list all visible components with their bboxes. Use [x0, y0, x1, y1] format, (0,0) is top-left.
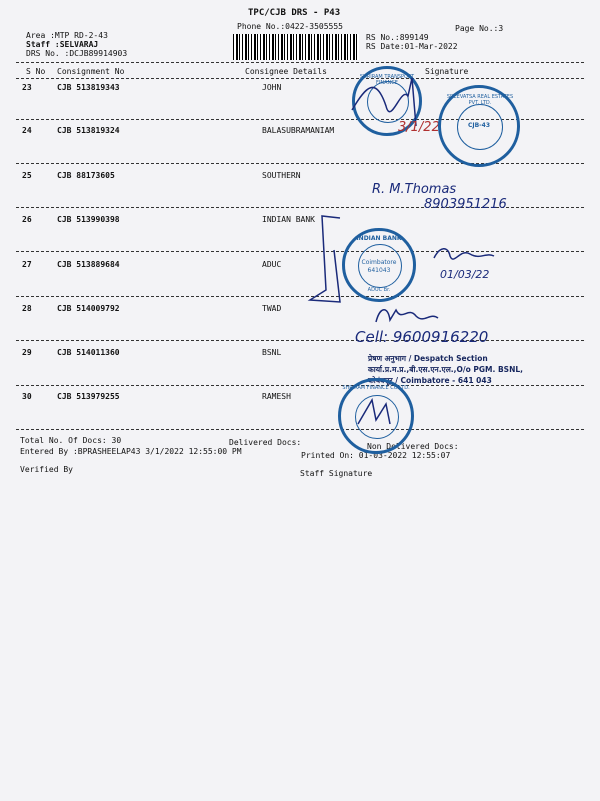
staff-field: Staff :SELVARAJ — [26, 40, 99, 49]
printed-on: Printed On: 01-03-2022 12:55:07 — [301, 451, 451, 460]
row-consignment: CJB 513979255 — [57, 392, 120, 401]
column-header-sno: S No — [26, 67, 46, 76]
page-number: Page No.:3 — [455, 24, 504, 33]
column-header-consignment: Consignment No — [57, 67, 125, 76]
row-consignee: SOUTHERN — [262, 171, 301, 180]
verified-by: Verified By — [20, 465, 73, 474]
row-sno: 27 — [22, 260, 32, 269]
row-consignee: RAMESH — [262, 392, 291, 401]
staff-signature-label: Staff Signature — [300, 469, 373, 478]
shriram-stamp: SHRIRAM TRANSPORT FINANCE — [352, 66, 422, 136]
row-consignment: CJB 514011360 — [57, 348, 120, 357]
row-consignment: CJB 513990398 — [57, 215, 120, 224]
divider — [16, 78, 584, 79]
row-consignee: BALASUBRAMANIAM — [262, 126, 335, 135]
row-sno: 25 — [22, 171, 32, 180]
row-consignment: CJB 513819324 — [57, 126, 120, 135]
row-consignee: BSNL — [262, 348, 282, 357]
row-sno: 24 — [22, 126, 32, 135]
divider — [16, 62, 584, 63]
entered-by: Entered By :BPRASHEELAP43 3/1/2022 12:55:00 PM — [20, 447, 242, 456]
rs-date: RS Date:01-Mar-2022 — [366, 42, 458, 51]
row-sno: 26 — [22, 215, 32, 224]
column-header-signature: Signature — [425, 67, 469, 76]
row-consignment: CJB 513819343 — [57, 83, 120, 92]
total-docs: Total No. Of Docs: 30 — [20, 436, 122, 445]
divider — [16, 340, 584, 341]
row-consignment: CJB 513889684 — [57, 260, 120, 269]
row-sno: 28 — [22, 304, 32, 313]
row-consignment: CJB 514009792 — [57, 304, 120, 313]
row-sno: 29 — [22, 348, 32, 357]
divider — [16, 429, 584, 430]
column-header-consignee: Consignee Details — [245, 67, 327, 76]
divider — [16, 163, 584, 164]
handwritten-date-23: 3/1/22 — [398, 120, 440, 135]
area-field: Area :MTP RD-2-43 — [26, 31, 108, 40]
report-title: TPC/CJB DRS - P43 — [248, 8, 341, 18]
row-sno: 23 — [22, 83, 32, 92]
handwritten-cell-28: Cell: 9600916220 — [355, 328, 489, 346]
row-consignee: JOHN — [262, 83, 282, 92]
row-consignment: CJB 88173605 — [57, 171, 115, 180]
non-delivered-docs: Non Delivered Docs: — [367, 442, 459, 451]
indian-bank-stamp: INDIAN BANK Coimbatore 641043 ADUC Br. — [342, 228, 416, 302]
row-sno: 30 — [22, 392, 32, 401]
bsnl-despatch-stamp: प्रेषण अनुभाग / Despatch Section कार्या.प्र.म.प्र.,बी.एस.एन.एल.,O/o PGM. BSNL, कोयंबत्तूर / Coimbatore - 641 043 — [368, 354, 523, 385]
row-consignee: INDIAN BANK — [262, 215, 315, 224]
delivered-docs: Delivered Docs: — [229, 438, 302, 447]
handwritten-phone-25: 8903951216 — [424, 197, 507, 212]
shriram-finance-stamp: SHRIRAM FINANCE CO.LTD. — [338, 378, 414, 454]
rs-number: RS No.:899149 — [366, 33, 429, 42]
phone-number: Phone No.:0422-3505555 — [237, 22, 343, 31]
signature-30 — [352, 394, 398, 434]
handwritten-name-25: R. M.Thomas — [372, 182, 457, 197]
row-consignee: TWAD — [262, 304, 282, 313]
handwritten-date-27: 01/03/22 — [440, 268, 490, 281]
sreevatsa-stamp: SREEVATSA REAL ESTATES PVT. LTD. CJB-43 — [438, 85, 520, 167]
row-consignee: ADUC — [262, 260, 282, 269]
barcode — [233, 34, 359, 60]
drs-number: DRS No. :DCJB89914903 — [26, 49, 128, 58]
